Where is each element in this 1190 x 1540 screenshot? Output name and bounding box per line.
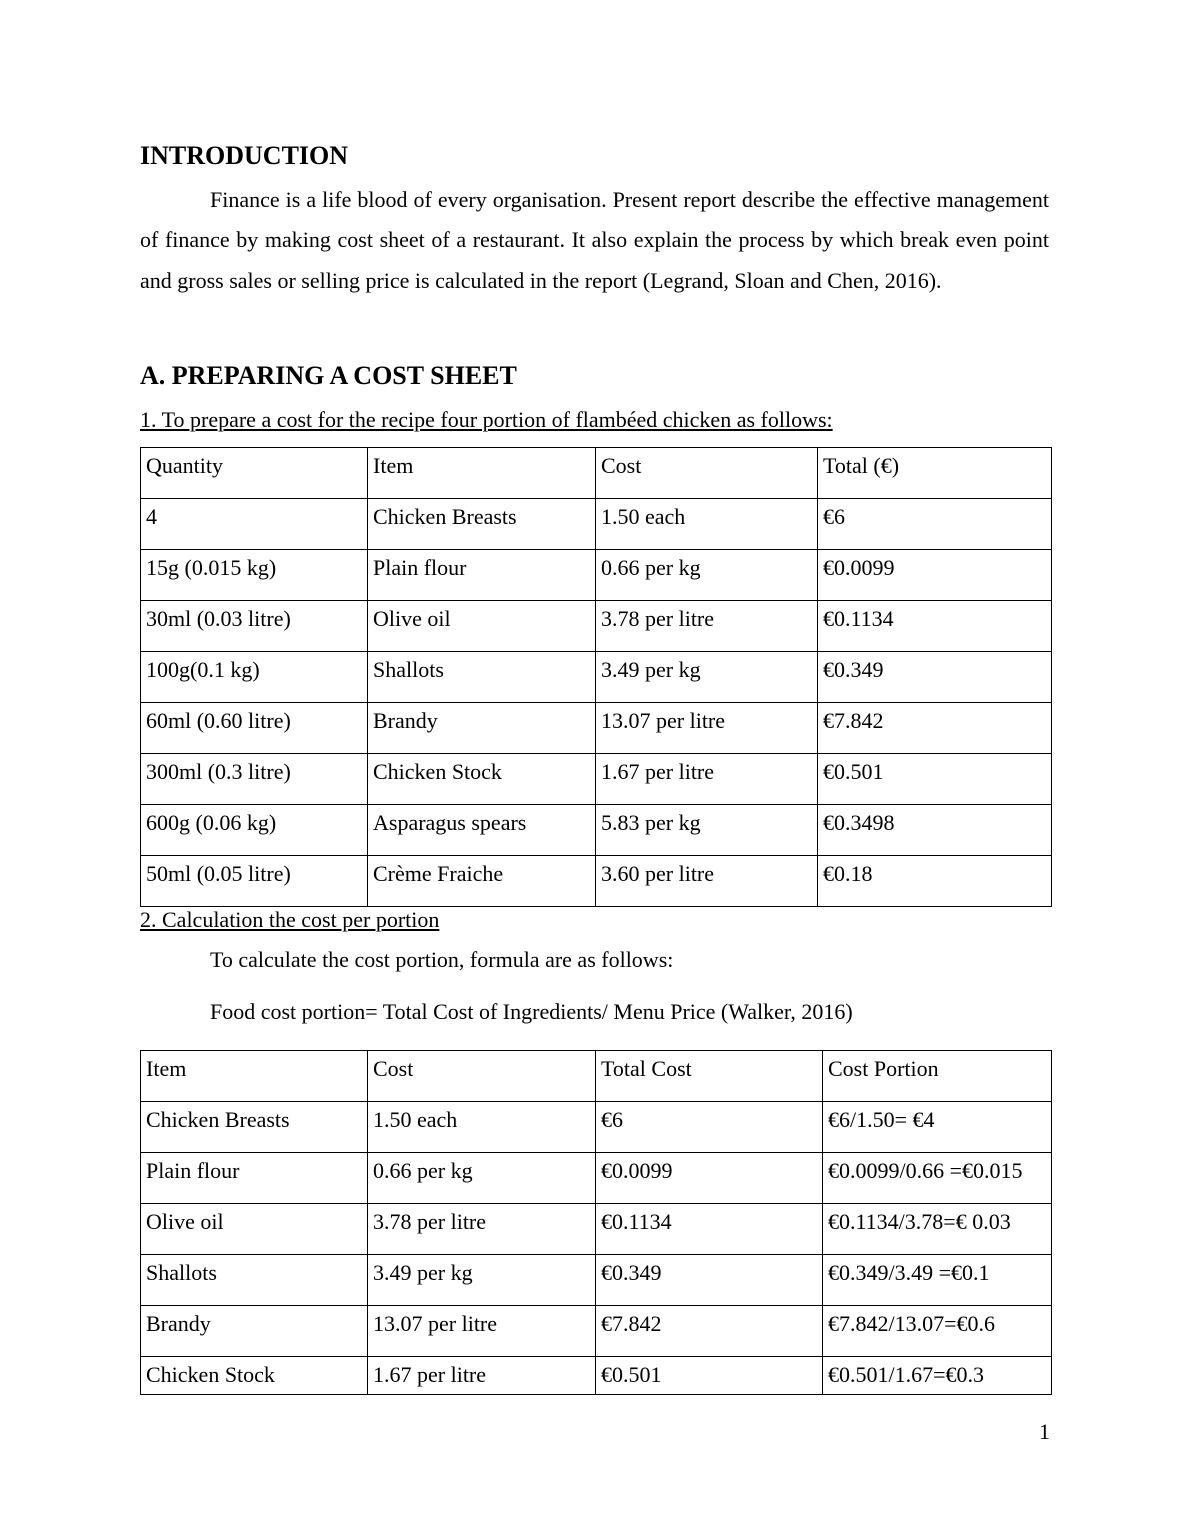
total-cell: €0.0099 (818, 550, 1052, 601)
item-cell: Olive oil (141, 1204, 368, 1255)
header-cell: Total (€) (818, 448, 1052, 499)
table-row (141, 1357, 1052, 1395)
table-row (141, 856, 1052, 907)
item-cell: Olive oil (368, 601, 596, 652)
total-cost-cell: €6 (596, 1102, 823, 1153)
total-cell: €0.1134 (818, 601, 1052, 652)
header-cell: Cost (596, 448, 818, 499)
total-cell: €0.18 (818, 856, 1052, 907)
item-cell: Chicken Stock (141, 1357, 368, 1395)
item-cell: Plain flour (368, 550, 596, 601)
header-cell: Item (141, 1051, 368, 1102)
cost-cell: 3.49 per kg (368, 1255, 596, 1306)
quantity-cell: 4 (141, 499, 368, 550)
cost-cell: 1.50 each (368, 1102, 596, 1153)
quantity-cell: 50ml (0.05 litre) (141, 856, 368, 907)
table-row (141, 1255, 1052, 1306)
item-cell: Shallots (368, 652, 596, 703)
cost-portion-table (140, 1050, 1052, 1395)
cost-portion-cell: €0.501/1.67=€0.3 (823, 1357, 1052, 1395)
cost-cell: 3.49 per kg (596, 652, 818, 703)
item-cell: Asparagus spears (368, 805, 596, 856)
item-cell: Crème Fraiche (368, 856, 596, 907)
item-cell: Chicken Breasts (141, 1102, 368, 1153)
total-cost-cell: €0.501 (596, 1357, 823, 1395)
cost-cell: 1.67 per litre (596, 754, 818, 805)
quantity-cell: 300ml (0.3 litre) (141, 754, 368, 805)
table-row (141, 805, 1052, 856)
table-row (141, 1153, 1052, 1204)
table-header-row (141, 448, 1052, 499)
item-cell: Plain flour (141, 1153, 368, 1204)
quantity-cell: 15g (0.015 kg) (141, 550, 368, 601)
cost-cell: 3.78 per litre (368, 1204, 596, 1255)
header-cell: Total Cost (596, 1051, 823, 1102)
table-row (141, 550, 1052, 601)
cost-recipe-subheading: 1. To prepare a cost for the recipe four portion of flambéed chicken as follows: (140, 407, 833, 432)
total-cost-cell: €7.842 (596, 1306, 823, 1357)
item-cell: Shallots (141, 1255, 368, 1306)
cost-cell: 13.07 per litre (596, 703, 818, 754)
introduction-paragraph: Finance is a life blood of every organisation. Present report describe the effective management of finance by making cost sheet of a restaurant. It also explain the process by which break even point and gross sales or selling price is calculated in the report (Legrand, Sloan and Chen, 2016). (140, 187, 1049, 293)
total-cost-cell: €0.1134 (596, 1204, 823, 1255)
header-cell: Cost Portion (823, 1051, 1052, 1102)
cost-portion-cell: €6/1.50= €4 (823, 1102, 1052, 1153)
item-cell: Brandy (368, 703, 596, 754)
cost-cell: 3.78 per litre (596, 601, 818, 652)
cost-cell: 0.66 per kg (596, 550, 818, 601)
total-cost-cell: €0.349 (596, 1255, 823, 1306)
table-row (141, 1306, 1052, 1357)
cost-portion-cell: €0.1134/3.78=€ 0.03 (823, 1204, 1052, 1255)
table-row (141, 1204, 1052, 1255)
formula-text: Food cost portion= Total Cost of Ingredients/ Menu Price (Walker, 2016) (210, 999, 853, 1024)
total-cell: €7.842 (818, 703, 1052, 754)
header-cell: Item (368, 448, 596, 499)
header-cell: Cost (368, 1051, 596, 1102)
item-cell: Chicken Breasts (368, 499, 596, 550)
item-cell: Chicken Stock (368, 754, 596, 805)
page-number: 1 (1039, 1419, 1050, 1444)
cost-cell: 13.07 per litre (368, 1306, 596, 1357)
introduction-heading: INTRODUCTION (140, 141, 349, 170)
cost-cell: 3.60 per litre (596, 856, 818, 907)
table-row (141, 703, 1052, 754)
table-row (141, 754, 1052, 805)
cost-cell: 5.83 per kg (596, 805, 818, 856)
table-row (141, 499, 1052, 550)
quantity-cell: 30ml (0.03 litre) (141, 601, 368, 652)
cost-portion-cell: €0.349/3.49 =€0.1 (823, 1255, 1052, 1306)
cost-cell: 0.66 per kg (368, 1153, 596, 1204)
section-a-heading: A. PREPARING A COST SHEET (140, 361, 517, 390)
cost-portion-cell: €0.0099/0.66 =€0.015 (823, 1153, 1052, 1204)
total-cell: €0.3498 (818, 805, 1052, 856)
table-row (141, 652, 1052, 703)
table-row (141, 601, 1052, 652)
quantity-cell: 600g (0.06 kg) (141, 805, 368, 856)
item-cell: Brandy (141, 1306, 368, 1357)
cost-cell: 1.50 each (596, 499, 818, 550)
total-cell: €0.501 (818, 754, 1052, 805)
table-row (141, 1102, 1052, 1153)
recipe-cost-table (140, 447, 1052, 907)
table-header-row (141, 1051, 1052, 1102)
cost-per-portion-subheading: 2. Calculation the cost per portion (140, 907, 440, 932)
cost-cell: 1.67 per litre (368, 1357, 596, 1395)
total-cell: €0.349 (818, 652, 1052, 703)
header-cell: Quantity (141, 448, 368, 499)
quantity-cell: 100g(0.1 kg) (141, 652, 368, 703)
formula-intro-text: To calculate the cost portion, formula are as follows: (210, 947, 674, 972)
quantity-cell: 60ml (0.60 litre) (141, 703, 368, 754)
total-cost-cell: €0.0099 (596, 1153, 823, 1204)
total-cell: €6 (818, 499, 1052, 550)
cost-portion-cell: €7.842/13.07=€0.6 (823, 1306, 1052, 1357)
